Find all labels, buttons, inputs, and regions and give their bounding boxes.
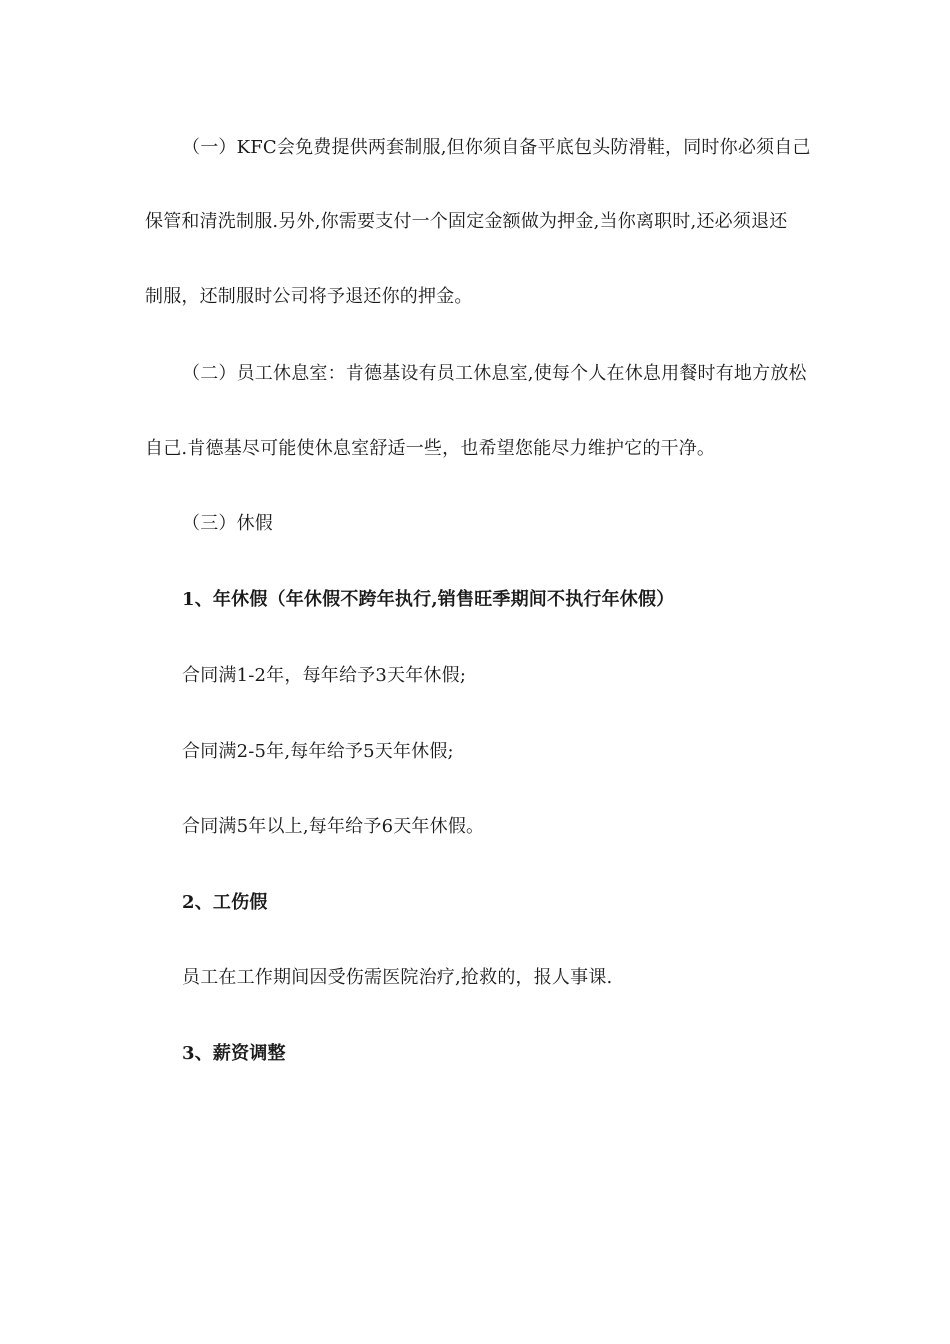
injury-leave-heading: 2、工伤假 — [182, 892, 268, 913]
lounge-paragraph-line-2: 自己.肯德基尽可能使休息室舒适一些，也希望您能尽力维护它的干净。 — [145, 438, 716, 459]
annual-leave-rule-1: 合同满1-2年，每年给予3天年休假; — [182, 665, 467, 686]
salary-adjustment-heading: 3、薪资调整 — [182, 1043, 286, 1064]
leave-section-title: （三）休假 — [182, 513, 273, 534]
uniform-paragraph-line-2: 保管和清洗制服.另外,你需要支付一个固定金额做为押金,当你离职时,还必须退还 — [145, 211, 788, 232]
uniform-paragraph-line-3: 制服，还制服时公司将予退还你的押金。 — [145, 286, 473, 307]
uniform-paragraph-line-1: （一）KFC会免费提供两套制服,但你须自备平底包头防滑鞋，同时你必须自己 — [182, 137, 811, 158]
lounge-paragraph-line-1: （二）员工休息室：肯德基设有员工休息室,使每个人在休息用餐时有地方放松 — [182, 363, 807, 384]
injury-leave-text: 员工在工作期间因受伤需医院治疗,抢救的，报人事课. — [182, 967, 613, 988]
annual-leave-rule-2: 合同满2-5年,每年给予5天年休假; — [182, 741, 454, 762]
annual-leave-heading: 1、年休假（年休假不跨年执行,销售旺季期间不执行年休假） — [182, 589, 675, 610]
annual-leave-rule-3: 合同满5年以上,每年给予6天年休假。 — [182, 816, 485, 837]
